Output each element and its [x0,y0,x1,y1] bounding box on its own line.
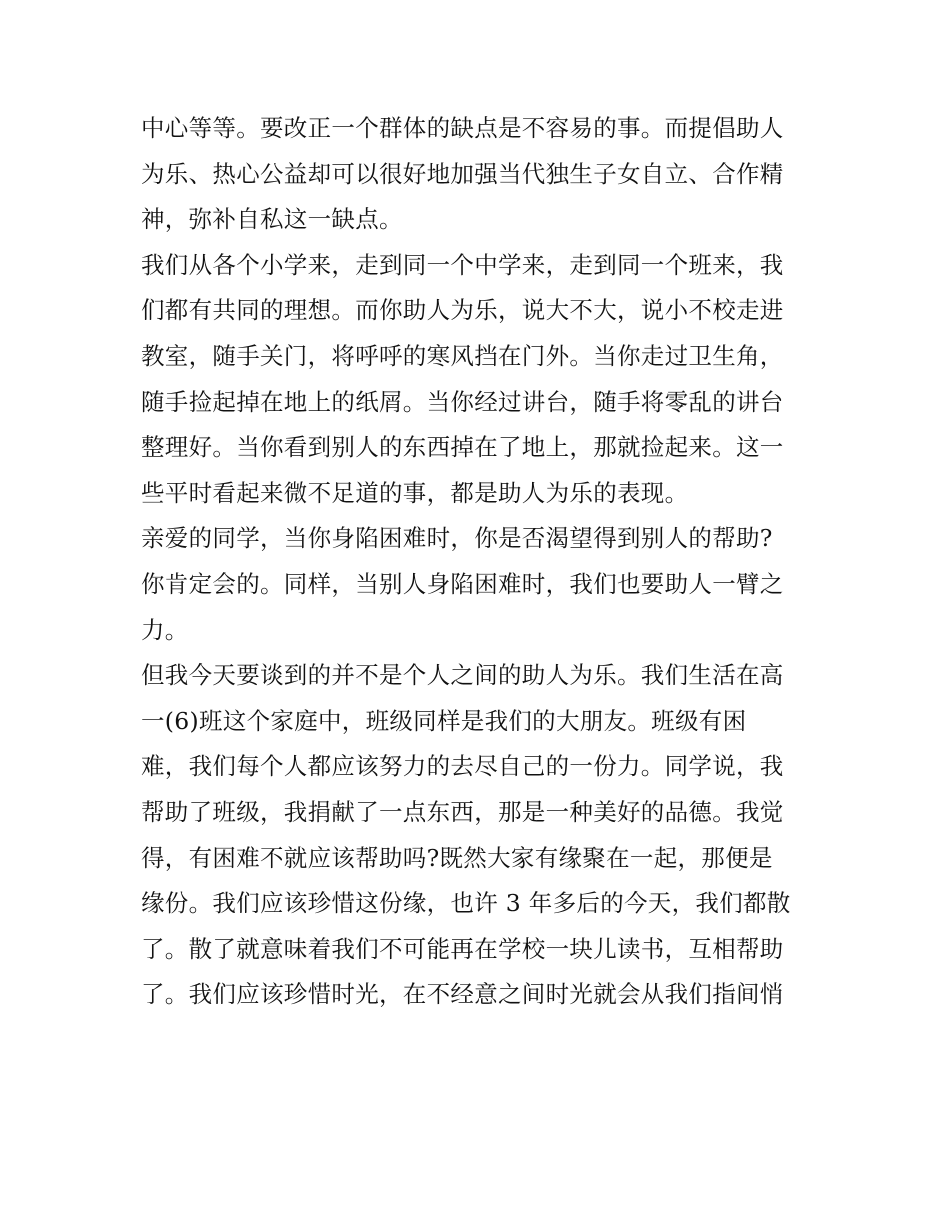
text-line: 们都有共同的理想。而你助人为乐，说大不大，说小不校走进 [141,296,784,325]
text-line: 教室，随手关门，将呼呼的寒风挡在门外。当你走过卫生角， [141,341,784,370]
text-line: 难，我们每个人都应该努力的去尽自己的一份力。同学说，我 [141,752,784,781]
text-line: 缘份。我们应该珍惜这份缘，也许 3 年多后的今天，我们都散 [141,889,791,918]
text-line: 得，有困难不就应该帮助吗?既然大家有缘聚在一起，那便是 [141,843,773,872]
text-line: 亲爱的同学，当你身陷困难时，你是否渴望得到别人的帮助? [141,524,773,553]
text-line: 力。 [141,615,189,644]
text-line: 但我今天要谈到的并不是个人之间的助人为乐。我们生活在高 [141,661,784,690]
text-line: 了。散了就意味着我们不可能再在学校一块儿读书，互相帮助 [141,934,784,963]
body-text [141,106,821,1018]
text-line: 了。我们应该珍惜时光，在不经意之间时光就会从我们指间悄 [141,980,784,1009]
text-line: 中心等等。要改正一个群体的缺点是不容易的事。而提倡助人 [141,114,784,142]
text-line: 随手捡起掉在地上的纸屑。当你经过讲台，随手将零乱的讲台 [141,387,784,416]
text-line: 神，弥补自私这一缺点。 [141,205,403,234]
text-line: 些平时看起来微不足道的事，都是助人为乐的表现。 [141,478,689,507]
text-line: 我们从各个小学来，走到同一个中学来，走到同一个班来，我 [141,250,784,279]
text-line: 一(6)班这个家庭中，班级同样是我们的大朋友。班级有困 [141,706,747,735]
text-line: 整理好。当你看到别人的东西掉在了地上，那就捡起来。这一 [141,433,784,462]
text-line: 为乐、热心公益却可以很好地加强当代独生子女自立、合作精 [141,159,784,188]
text-line: 帮助了班级，我捐献了一点东西，那是一种美好的品德。我觉 [141,797,784,826]
text-line: 你肯定会的。同样，当别人身陷困难时，我们也要助人一臂之 [141,569,784,598]
